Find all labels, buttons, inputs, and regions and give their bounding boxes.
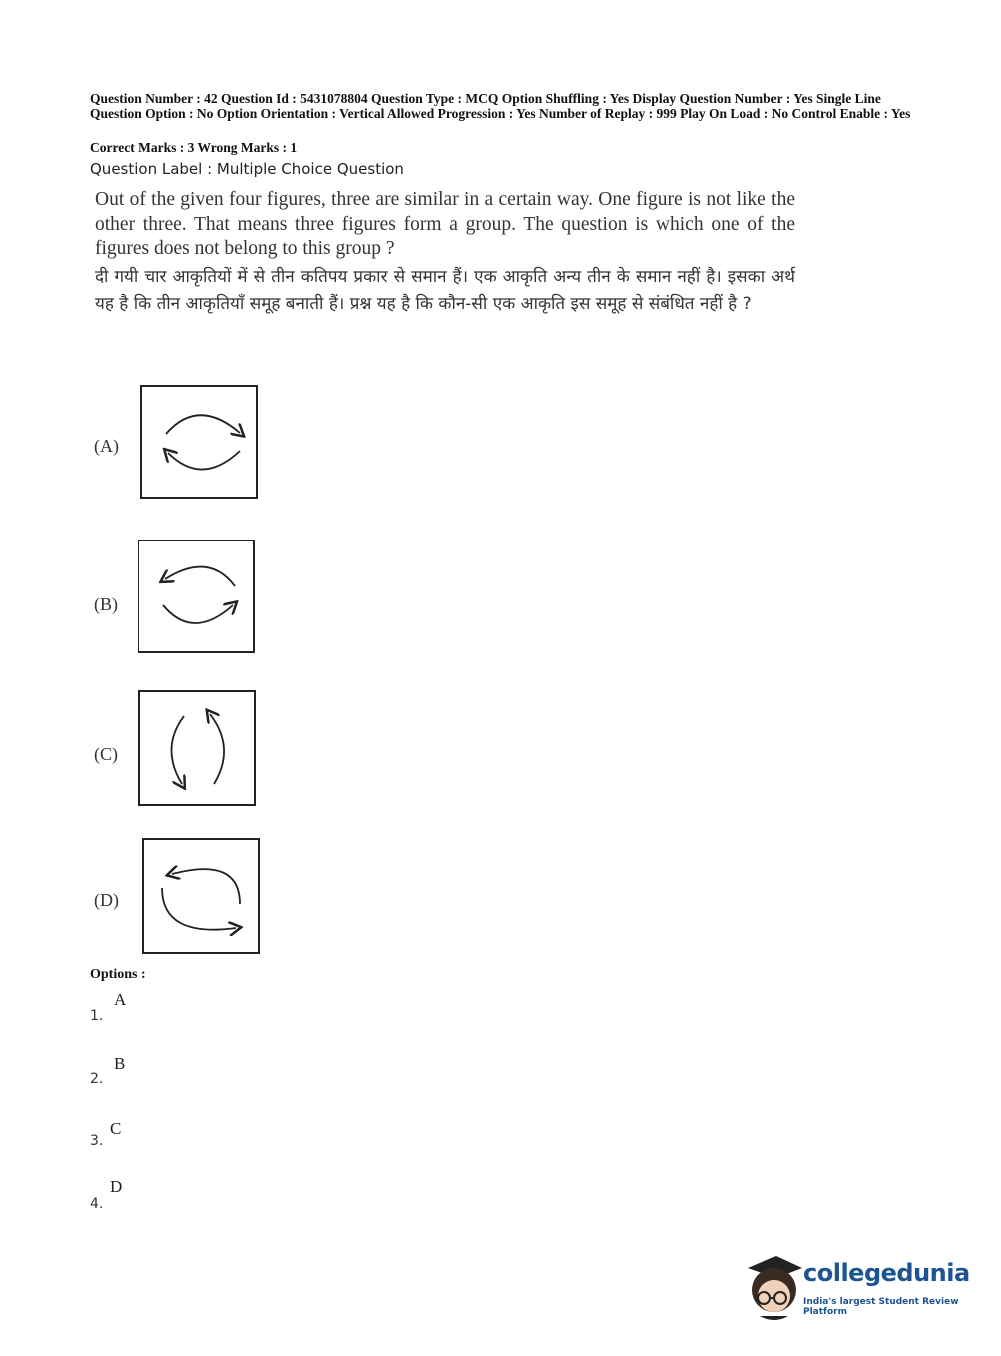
options-title: Options : bbox=[90, 967, 146, 982]
option-2-value[interactable]: B bbox=[114, 1054, 126, 1073]
figure-b-label: (B) bbox=[94, 594, 118, 614]
clockwise-arc-arrows-icon bbox=[139, 541, 253, 651]
figure-d-label: (D) bbox=[94, 890, 119, 910]
option-1-number: 1. bbox=[90, 1008, 104, 1024]
option-4-number: 4. bbox=[90, 1196, 104, 1212]
collegedunia-brand: collegedunia bbox=[803, 1259, 970, 1287]
collegedunia-tagline: India's largest Student Review Platform bbox=[803, 1297, 959, 1317]
vertical-arc-arrows-icon bbox=[140, 692, 254, 804]
figure-c bbox=[138, 690, 256, 806]
marks-info: Correct Marks : 3 Wrong Marks : 1 bbox=[90, 140, 298, 155]
figure-c-label: (C) bbox=[94, 744, 118, 764]
figure-a-label: (A) bbox=[94, 436, 119, 456]
figure-a bbox=[140, 385, 258, 499]
anticlockwise-arc-arrows-icon bbox=[144, 840, 258, 952]
option-3-value[interactable]: C bbox=[110, 1119, 122, 1138]
figure-b bbox=[138, 540, 255, 653]
clockwise-arc-arrows-icon bbox=[142, 387, 256, 497]
figure-d bbox=[142, 838, 260, 954]
question-label: Question Label : Multiple Choice Question bbox=[90, 160, 404, 178]
question-text-english: Out of the given four figures, three are similar in a certain way. One figure is not like the other three. That means three figures form a group. The question is which one of the figures does not belong to this group ? bbox=[95, 189, 795, 259]
option-3-number: 3. bbox=[90, 1133, 104, 1149]
question-text-hindi: दी गयी चार आकृतियों में से तीन कतिपय प्रकार से समान हैं। एक आकृति अन्य तीन के समान नहीं है। इसका अर्थ यह है कि तीन आकृतियाँ समूह बनाती हैं। प्रश्न यह है कि कौन-सी एक आकृति इस समूह से संबंधित नहीं है ? bbox=[95, 267, 795, 314]
option-1-value[interactable]: A bbox=[114, 990, 127, 1009]
option-2-number: 2. bbox=[90, 1071, 104, 1087]
question-meta: Question Number : 42 Question Id : 5431078804 Question Type : MCQ Option Shuffling : Yes Display Question Number : Yes Single Line Question Option : No Option Orientation : Vertical Allowed Progression : Yes Number of Replay : 999 Play On Load : No Control Enable : Yes bbox=[90, 91, 911, 121]
option-4-value[interactable]: D bbox=[110, 1177, 123, 1196]
